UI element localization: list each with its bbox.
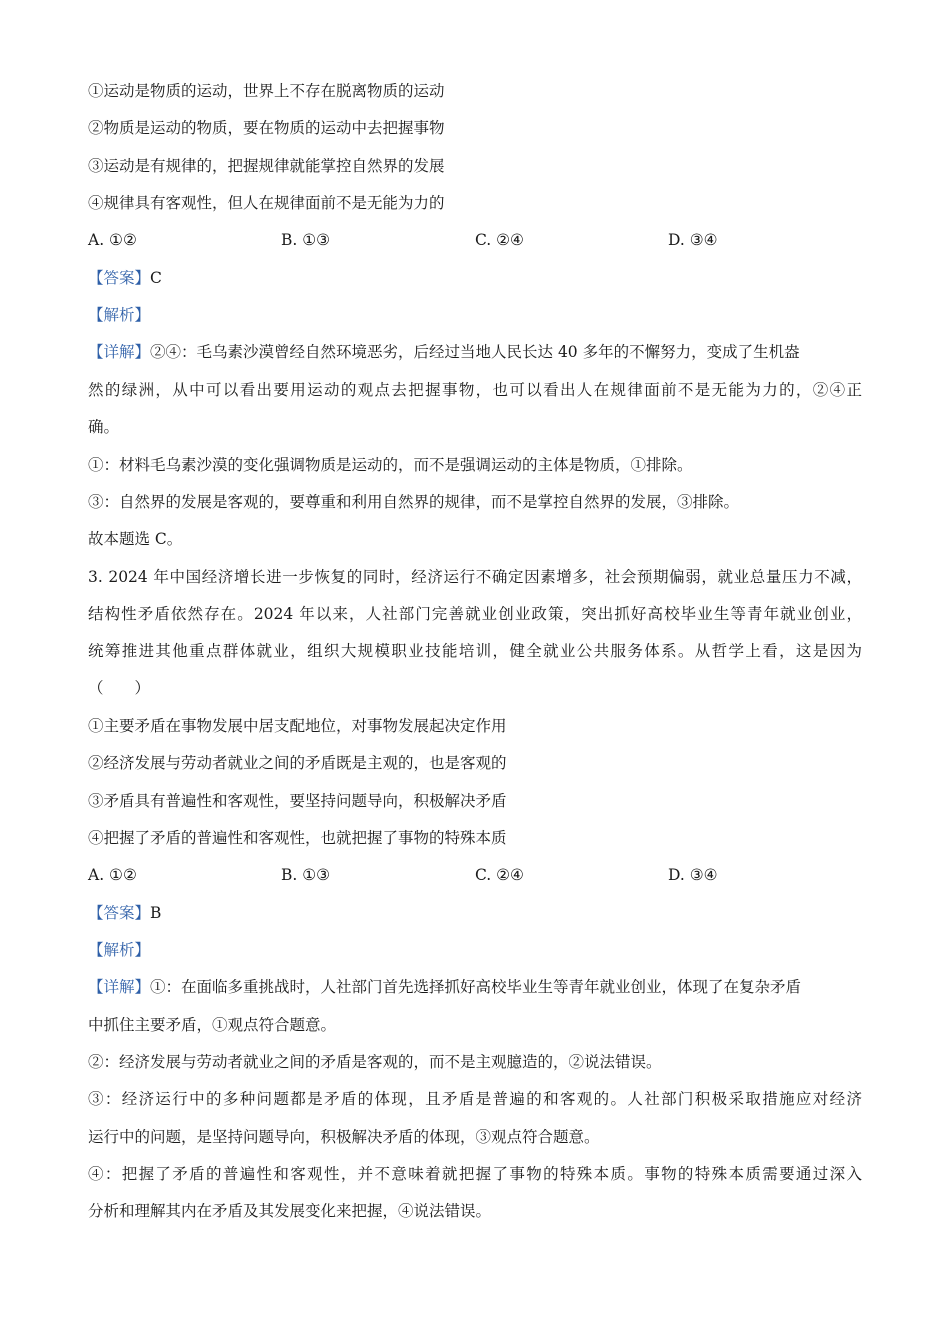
q2-detail-line-6: 故本题选 C。: [88, 530, 183, 548]
q2-detail-line-1: [88, 342, 800, 362]
q3-stem-line-4: （ ）: [88, 679, 151, 697]
q2-option-d: D. ③④: [668, 231, 718, 249]
q3-detail-line-3: ②：经济发展与劳动者就业之间的矛盾是客观的，而不是主观臆造的，②说法错误。: [88, 1053, 662, 1071]
q2-statement-3: ③运动是有规律的，把握规律就能掌控自然界的发展: [88, 157, 445, 175]
q3-option-c: C. ②④: [475, 866, 524, 884]
q2-statement-1: ①运动是物质的运动，世界上不存在脱离物质的运动: [88, 82, 445, 100]
q3-detail-line-7: 分析和理解其内在矛盾及其发展变化来把握，④说法错误。: [88, 1202, 492, 1220]
q3-stem-line-3: 统筹推进其他重点群体就业，组织大规模职业技能培训，健全就业公共服务体系。从哲学上看，这是因为: [88, 642, 862, 660]
q2-statement-4: ④规律具有客观性，但人在规律面前不是无能为力的: [88, 194, 445, 212]
q2-detail-line-5: ③：自然界的发展是客观的，要尊重和利用自然界的规律，而不是掌控自然界的发展，③排除。: [88, 493, 740, 511]
q2-detail-line-2: 然的绿洲，从中可以看出要用运动的观点去把握事物，也可以看出人在规律面前不是无能为力的，②④正: [88, 381, 862, 399]
answer-tag: 【答案】: [88, 904, 151, 922]
q3-option-d: D. ③④: [668, 866, 718, 884]
q2-detail-line-4: ①：材料毛乌素沙漠的变化强调物质是运动的，而不是强调运动的主体是物质，①排除。: [88, 456, 693, 474]
q2-analysis-tag: 【解析】: [88, 306, 151, 324]
q3-stem-line-1: 3. 2024 年中国经济增长进一步恢复的同时，经济运行不确定因素增多，社会预期偏弱，就业总量压力不减，: [88, 568, 862, 586]
q3-statement-1: ①主要矛盾在事物发展中居支配地位，对事物发展起决定作用: [88, 717, 507, 735]
q3-analysis-tag: 【解析】: [88, 941, 151, 959]
q2-detail-text-1: ②④：毛乌素沙漠曾经自然环境恶劣，后经过当地人民长达 40 多年的不懈努力，变成了生机盎: [150, 343, 800, 361]
q3-detail-text-1: ①：在面临多重挑战时，人社部门首先选择抓好高校毕业生等青年就业创业，体现了在复杂矛盾: [150, 978, 802, 996]
detail-tag: 【详解】: [88, 978, 151, 996]
q2-detail-line-3: 确。: [88, 418, 120, 436]
q3-detail-line-1: [88, 977, 801, 997]
q3-stem-line-2: 结构性矛盾依然存在。2024 年以来，人社部门完善就业创业政策，突出抓好高校毕业生等青年就业创业，: [88, 605, 862, 623]
q3-detail-line-4: ③：经济运行中的多种问题都是矛盾的体现，且矛盾是普遍的和客观的。人社部门积极采取措施应对经济: [88, 1090, 862, 1108]
q2-answer-line: [88, 268, 162, 288]
q3-detail-line-2: 中抓住主要矛盾，①观点符合题意。: [88, 1016, 337, 1034]
q3-answer-line: [88, 903, 161, 923]
q3-detail-line-6: ④：把握了矛盾的普遍性和客观性，并不意味着就把握了事物的特殊本质。事物的特殊本质需要通过深入: [88, 1165, 862, 1183]
q2-option-c: C. ②④: [475, 231, 524, 249]
answer-tag: 【答案】: [88, 269, 151, 287]
q3-option-a: A. ①②: [88, 866, 137, 884]
detail-tag: 【详解】: [88, 343, 151, 361]
q3-option-b: B. ①③: [281, 866, 331, 884]
q3-detail-line-5: 运行中的问题，是坚持问题导向，积极解决矛盾的体现，③观点符合题意。: [88, 1128, 600, 1146]
q3-statement-4: ④把握了矛盾的普遍性和客观性，也就把握了事物的特殊本质: [88, 829, 507, 847]
q2-statement-2: ②物质是运动的物质，要在物质的运动中去把握事物: [88, 119, 445, 137]
q2-option-a: A. ①②: [88, 231, 137, 249]
q2-answer-value: C: [150, 269, 162, 287]
q3-statement-2: ②经济发展与劳动者就业之间的矛盾既是主观的，也是客观的: [88, 754, 507, 772]
q3-statement-3: ③矛盾具有普遍性和客观性，要坚持问题导向，积极解决矛盾: [88, 792, 507, 810]
q3-answer-value: B: [150, 904, 162, 922]
q2-option-b: B. ①③: [281, 231, 331, 249]
